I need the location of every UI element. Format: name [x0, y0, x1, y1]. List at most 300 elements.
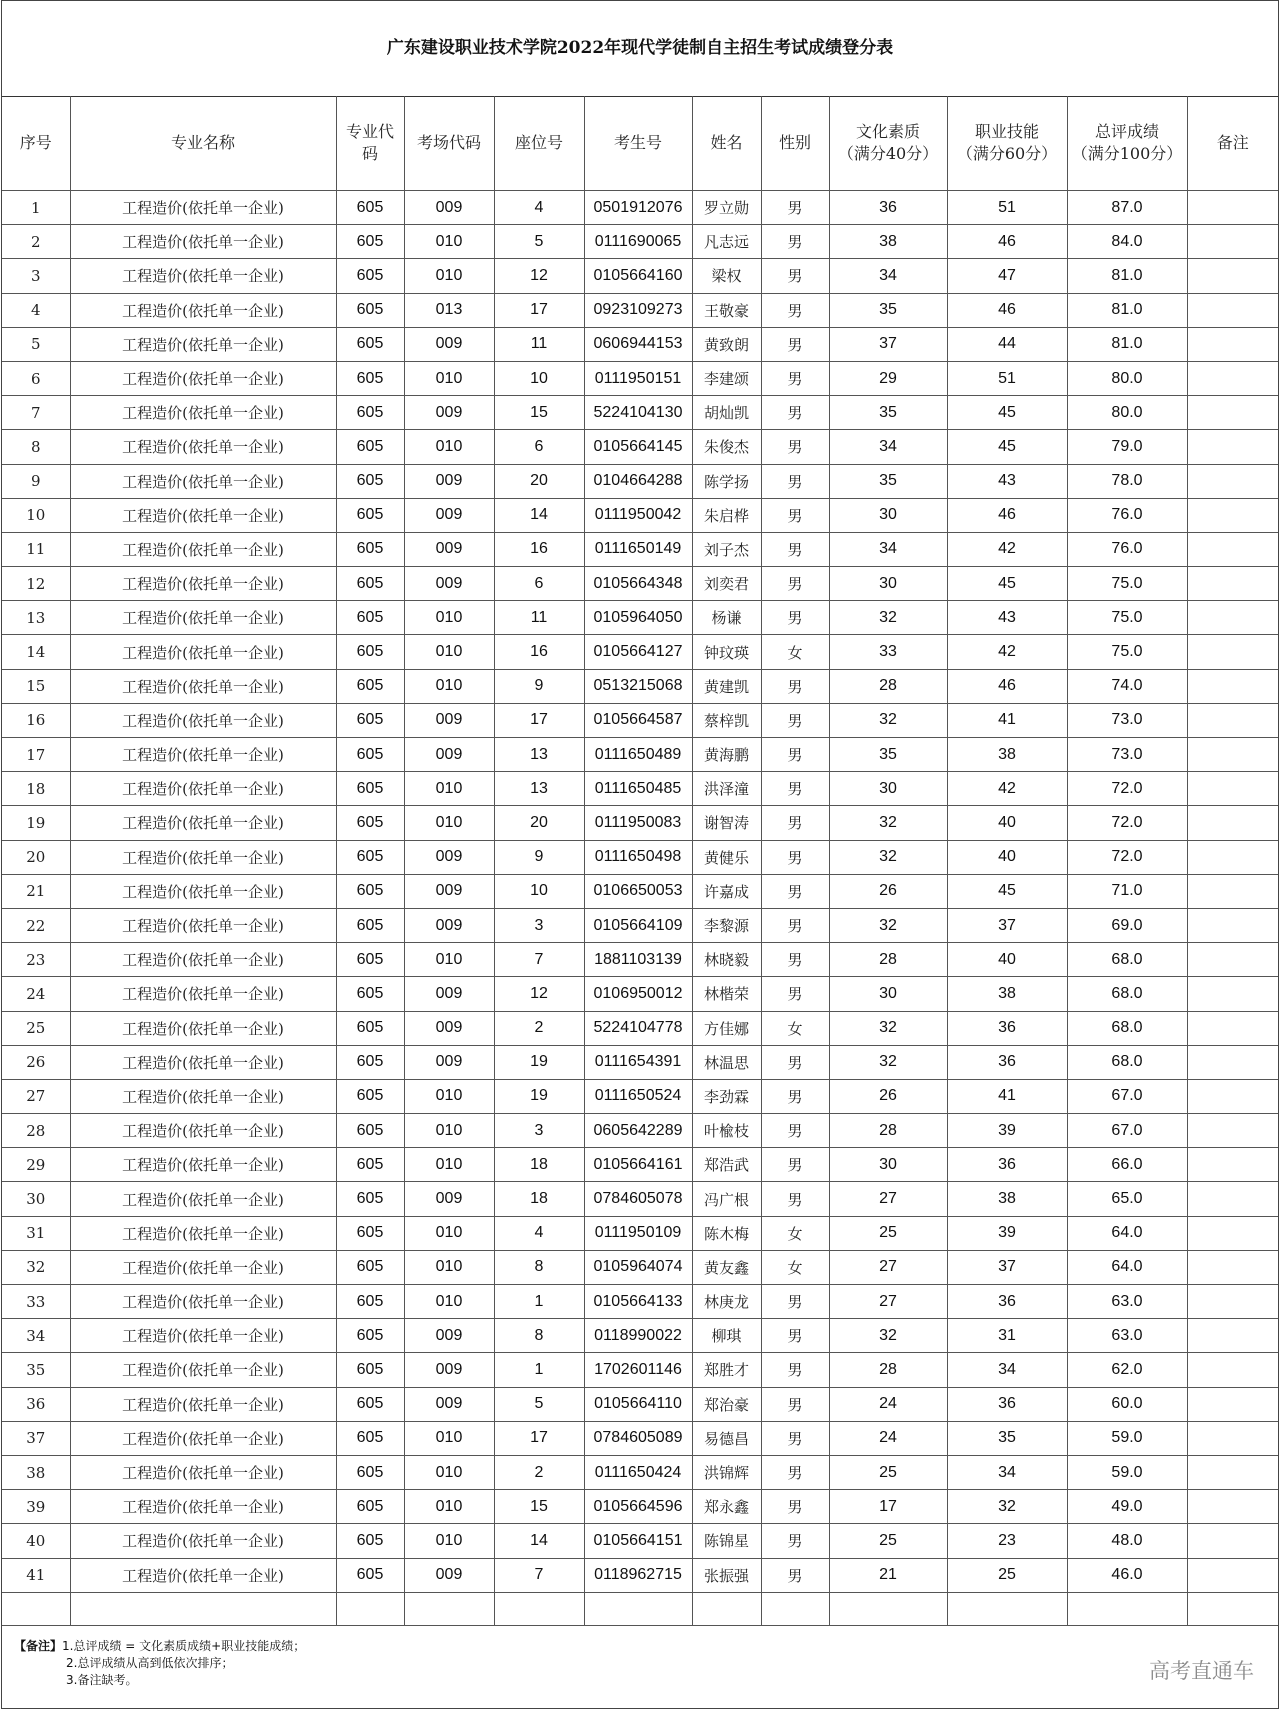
cell-seat: 1: [494, 1353, 584, 1387]
cell-gender: 男: [761, 1490, 829, 1524]
cell-name: 张振强: [692, 1558, 761, 1592]
cell-culture-score: 25: [829, 1216, 947, 1250]
cell-total-score: 65.0: [1067, 1182, 1187, 1216]
cell-gender: 男: [761, 1455, 829, 1489]
cell-culture-score: 32: [829, 601, 947, 635]
cell-total-score: 62.0: [1067, 1353, 1187, 1387]
cell-total-score: 78.0: [1067, 464, 1187, 498]
cell-culture-score: 21: [829, 1558, 947, 1592]
cell-room-code: 009: [404, 532, 494, 566]
table-row: [2, 498, 1278, 532]
empty-cell: [829, 1592, 947, 1625]
header-total: 总评成绩 （满分100分）: [1067, 96, 1187, 191]
cell-major-code: 605: [336, 772, 404, 806]
cell-name: 谢智涛: [692, 806, 761, 840]
cell-remark: [1187, 1558, 1278, 1592]
cell-major: 工程造价(依托单一企业): [70, 259, 336, 293]
table-row: [2, 1045, 1278, 1079]
table-row: [2, 1148, 1278, 1182]
cell-seq: 17: [2, 738, 70, 772]
cell-major-code: 605: [336, 1558, 404, 1592]
cell-major: 工程造价(依托单一企业): [70, 1558, 336, 1592]
cell-major-code: 605: [336, 532, 404, 566]
cell-major: 工程造价(依托单一企业): [70, 532, 336, 566]
cell-gender: 男: [761, 293, 829, 327]
note-line-2: 2.总评成绩从高到低依次排序；: [66, 1656, 234, 1670]
cell-seat: 10: [494, 361, 584, 395]
cell-culture-score: 35: [829, 464, 947, 498]
cell-culture-score: 24: [829, 1387, 947, 1421]
table-row: [2, 908, 1278, 942]
cell-total-score: 68.0: [1067, 1045, 1187, 1079]
table-row: [2, 635, 1278, 669]
cell-culture-score: 28: [829, 943, 947, 977]
cell-skill-score: 46: [947, 225, 1067, 259]
cell-name: 黄建凯: [692, 669, 761, 703]
cell-major: 工程造价(依托单一企业): [70, 293, 336, 327]
cell-remark: [1187, 1216, 1278, 1250]
cell-remark: [1187, 293, 1278, 327]
header-major: 专业名称: [70, 96, 336, 191]
cell-seat: 6: [494, 567, 584, 601]
cell-skill-score: 46: [947, 498, 1067, 532]
cell-remark: [1187, 1387, 1278, 1421]
cell-exam-no: 0104664288: [584, 464, 692, 498]
cell-major: 工程造价(依托单一企业): [70, 1045, 336, 1079]
cell-seq: 37: [2, 1421, 70, 1455]
cell-gender: 女: [761, 1250, 829, 1284]
cell-major-code: 605: [336, 293, 404, 327]
cell-name: 刘子杰: [692, 532, 761, 566]
cell-seq: 18: [2, 772, 70, 806]
cell-seq: 15: [2, 669, 70, 703]
cell-gender: 男: [761, 1558, 829, 1592]
cell-total-score: 69.0: [1067, 908, 1187, 942]
cell-remark: [1187, 259, 1278, 293]
cell-gender: 男: [761, 327, 829, 361]
cell-name: 陈锦星: [692, 1524, 761, 1558]
cell-remark: [1187, 943, 1278, 977]
cell-seat: 11: [494, 601, 584, 635]
cell-seat: 18: [494, 1182, 584, 1216]
cell-name: 刘奕君: [692, 567, 761, 601]
cell-skill-score: 34: [947, 1353, 1067, 1387]
cell-culture-score: 27: [829, 1285, 947, 1319]
cell-skill-score: 36: [947, 1285, 1067, 1319]
cell-seat: 14: [494, 1524, 584, 1558]
cell-gender: 男: [761, 738, 829, 772]
cell-major: 工程造价(依托单一企业): [70, 1490, 336, 1524]
cell-remark: [1187, 191, 1278, 225]
cell-room-code: 010: [404, 1285, 494, 1319]
cell-room-code: 010: [404, 361, 494, 395]
cell-seq: 28: [2, 1114, 70, 1148]
cell-room-code: 010: [404, 601, 494, 635]
cell-name: 林楷荣: [692, 977, 761, 1011]
cell-room-code: 009: [404, 840, 494, 874]
cell-room-code: 009: [404, 1011, 494, 1045]
cell-major: 工程造价(依托单一企业): [70, 1114, 336, 1148]
cell-seat: 20: [494, 464, 584, 498]
cell-skill-score: 41: [947, 703, 1067, 737]
cell-exam-no: 0105664109: [584, 908, 692, 942]
cell-seat: 8: [494, 1319, 584, 1353]
cell-major: 工程造价(依托单一企业): [70, 1455, 336, 1489]
cell-seq: 30: [2, 1182, 70, 1216]
cell-remark: [1187, 1524, 1278, 1558]
cell-skill-score: 41: [947, 1079, 1067, 1113]
cell-name: 叶楡枝: [692, 1114, 761, 1148]
header-culture: 文化素质 （满分40分）: [829, 96, 947, 191]
cell-exam-no: 5224104130: [584, 396, 692, 430]
cell-remark: [1187, 772, 1278, 806]
cell-major-code: 605: [336, 840, 404, 874]
cell-skill-score: 40: [947, 943, 1067, 977]
table-row: [2, 1490, 1278, 1524]
cell-seq: 35: [2, 1353, 70, 1387]
cell-culture-score: 30: [829, 498, 947, 532]
cell-exam-no: 0111650485: [584, 772, 692, 806]
empty-cell: [70, 1592, 336, 1625]
cell-major: 工程造价(依托单一企业): [70, 498, 336, 532]
cell-skill-score: 37: [947, 908, 1067, 942]
cell-seq: 14: [2, 635, 70, 669]
cell-room-code: 010: [404, 1490, 494, 1524]
cell-room-code: 009: [404, 1353, 494, 1387]
cell-total-score: 68.0: [1067, 943, 1187, 977]
cell-culture-score: 28: [829, 669, 947, 703]
cell-culture-score: 32: [829, 1319, 947, 1353]
watermark: 高考直通车: [1149, 1659, 1254, 1683]
cell-seat: 6: [494, 430, 584, 464]
table-row: [2, 601, 1278, 635]
cell-seq: 32: [2, 1250, 70, 1284]
cell-skill-score: 39: [947, 1114, 1067, 1148]
cell-skill-score: 44: [947, 327, 1067, 361]
note-line-1: 1.总评成绩 = 文化素质成绩+职业技能成绩；: [62, 1639, 306, 1653]
cell-major-code: 605: [336, 943, 404, 977]
cell-seat: 20: [494, 806, 584, 840]
cell-gender: 男: [761, 464, 829, 498]
cell-room-code: 009: [404, 977, 494, 1011]
empty-cell: [692, 1592, 761, 1625]
cell-seat: 12: [494, 977, 584, 1011]
cell-seq: 16: [2, 703, 70, 737]
cell-remark: [1187, 669, 1278, 703]
cell-seq: 12: [2, 567, 70, 601]
cell-exam-no: 0111950083: [584, 806, 692, 840]
cell-room-code: 010: [404, 225, 494, 259]
cell-major-code: 605: [336, 1182, 404, 1216]
header-seat: 座位号: [494, 96, 584, 191]
cell-major: 工程造价(依托单一企业): [70, 772, 336, 806]
cell-seat: 7: [494, 943, 584, 977]
cell-exam-no: 0784605089: [584, 1421, 692, 1455]
cell-seat: 14: [494, 498, 584, 532]
cell-remark: [1187, 1353, 1278, 1387]
cell-gender: 男: [761, 567, 829, 601]
cell-room-code: 009: [404, 738, 494, 772]
cell-name: 洪泽潼: [692, 772, 761, 806]
cell-name: 林温思: [692, 1045, 761, 1079]
cell-gender: 男: [761, 396, 829, 430]
cell-name: 冯广根: [692, 1182, 761, 1216]
table-row: [2, 464, 1278, 498]
cell-major: 工程造价(依托单一企业): [70, 635, 336, 669]
cell-room-code: 010: [404, 806, 494, 840]
cell-culture-score: 28: [829, 1353, 947, 1387]
cell-room-code: 009: [404, 908, 494, 942]
cell-gender: 男: [761, 908, 829, 942]
cell-exam-no: 0105664110: [584, 1387, 692, 1421]
cell-seat: 5: [494, 225, 584, 259]
cell-remark: [1187, 532, 1278, 566]
cell-culture-score: 32: [829, 908, 947, 942]
cell-major: 工程造价(依托单一企业): [70, 806, 336, 840]
empty-cell: [947, 1592, 1067, 1625]
cell-major-code: 605: [336, 1250, 404, 1284]
table-row: [2, 669, 1278, 703]
cell-exam-no: 0111950151: [584, 361, 692, 395]
cell-skill-score: 37: [947, 1250, 1067, 1284]
cell-name: 郑治豪: [692, 1387, 761, 1421]
cell-room-code: 010: [404, 430, 494, 464]
table-row: [2, 703, 1278, 737]
cell-skill-score: 36: [947, 1011, 1067, 1045]
cell-exam-no: 0111690065: [584, 225, 692, 259]
cell-name: 梁权: [692, 259, 761, 293]
cell-seq: 24: [2, 977, 70, 1011]
cell-exam-no: 0105664596: [584, 1490, 692, 1524]
cell-total-score: 73.0: [1067, 738, 1187, 772]
cell-skill-score: 36: [947, 1148, 1067, 1182]
cell-room-code: 010: [404, 669, 494, 703]
cell-total-score: 75.0: [1067, 601, 1187, 635]
cell-name: 黄友鑫: [692, 1250, 761, 1284]
table-row: [2, 361, 1278, 395]
table-row: [2, 840, 1278, 874]
cell-name: 陈学扬: [692, 464, 761, 498]
cell-major: 工程造价(依托单一企业): [70, 703, 336, 737]
cell-name: 胡灿凯: [692, 396, 761, 430]
table-row: [2, 532, 1278, 566]
table-row: [2, 259, 1278, 293]
cell-room-code: 009: [404, 1387, 494, 1421]
cell-major: 工程造价(依托单一企业): [70, 874, 336, 908]
cell-skill-score: 42: [947, 532, 1067, 566]
cell-remark: [1187, 1079, 1278, 1113]
cell-room-code: 010: [404, 772, 494, 806]
score-sheet: [1, 0, 1279, 1709]
cell-culture-score: 26: [829, 1079, 947, 1113]
cell-name: 郑浩武: [692, 1148, 761, 1182]
cell-remark: [1187, 908, 1278, 942]
cell-seq: 27: [2, 1079, 70, 1113]
cell-major: 工程造价(依托单一企业): [70, 943, 336, 977]
cell-exam-no: 0605642289: [584, 1114, 692, 1148]
cell-name: 许嘉成: [692, 874, 761, 908]
cell-skill-score: 40: [947, 840, 1067, 874]
cell-exam-no: 0105664151: [584, 1524, 692, 1558]
cell-major-code: 605: [336, 1285, 404, 1319]
table-row: [2, 327, 1278, 361]
cell-remark: [1187, 396, 1278, 430]
cell-name: 李黎源: [692, 908, 761, 942]
cell-seq: 33: [2, 1285, 70, 1319]
cell-major: 工程造价(依托单一企业): [70, 327, 336, 361]
cell-gender: 男: [761, 669, 829, 703]
cell-skill-score: 38: [947, 738, 1067, 772]
table-row: [2, 806, 1278, 840]
cell-major-code: 605: [336, 1216, 404, 1250]
cell-total-score: 63.0: [1067, 1285, 1187, 1319]
empty-cell: [2, 1592, 70, 1625]
cell-major-code: 605: [336, 1353, 404, 1387]
cell-seq: 25: [2, 1011, 70, 1045]
cell-culture-score: 38: [829, 225, 947, 259]
cell-culture-score: 37: [829, 327, 947, 361]
cell-seq: 38: [2, 1455, 70, 1489]
cell-seq: 8: [2, 430, 70, 464]
cell-exam-no: 0105664161: [584, 1148, 692, 1182]
cell-major: 工程造价(依托单一企业): [70, 567, 336, 601]
cell-culture-score: 33: [829, 635, 947, 669]
cell-seat: 17: [494, 293, 584, 327]
cell-culture-score: 30: [829, 977, 947, 1011]
cell-total-score: 87.0: [1067, 191, 1187, 225]
table-row: [2, 1455, 1278, 1489]
cell-remark: [1187, 1319, 1278, 1353]
cell-culture-score: 32: [829, 1045, 947, 1079]
cell-seq: 13: [2, 601, 70, 635]
header-major-code: 专业代 码: [336, 96, 404, 191]
cell-room-code: 009: [404, 191, 494, 225]
cell-room-code: 010: [404, 259, 494, 293]
cell-major-code: 605: [336, 738, 404, 772]
cell-skill-score: 45: [947, 430, 1067, 464]
cell-room-code: 009: [404, 1045, 494, 1079]
header-exam-no: 考生号: [584, 96, 692, 191]
cell-total-score: 80.0: [1067, 361, 1187, 395]
table-row: [2, 977, 1278, 1011]
cell-total-score: 84.0: [1067, 225, 1187, 259]
cell-seat: 3: [494, 1114, 584, 1148]
cell-major: 工程造价(依托单一企业): [70, 1011, 336, 1045]
cell-major: 工程造价(依托单一企业): [70, 601, 336, 635]
cell-total-score: 72.0: [1067, 840, 1187, 874]
header-skill: 职业技能 （满分60分）: [947, 96, 1067, 191]
cell-culture-score: 32: [829, 1011, 947, 1045]
cell-major-code: 605: [336, 1455, 404, 1489]
cell-remark: [1187, 464, 1278, 498]
table-row: [2, 1353, 1278, 1387]
cell-gender: 男: [761, 1421, 829, 1455]
cell-skill-score: 38: [947, 1182, 1067, 1216]
cell-seat: 9: [494, 840, 584, 874]
cell-skill-score: 32: [947, 1490, 1067, 1524]
table-row: [2, 225, 1278, 259]
cell-major-code: 605: [336, 1114, 404, 1148]
cell-culture-score: 30: [829, 1148, 947, 1182]
cell-room-code: 010: [404, 1148, 494, 1182]
table-row: [2, 1319, 1278, 1353]
cell-remark: [1187, 738, 1278, 772]
table-row: [2, 191, 1278, 225]
cell-culture-score: 36: [829, 191, 947, 225]
cell-gender: 男: [761, 191, 829, 225]
cell-seq: 11: [2, 532, 70, 566]
cell-seat: 18: [494, 1148, 584, 1182]
table-row: [2, 772, 1278, 806]
cell-total-score: 72.0: [1067, 772, 1187, 806]
cell-major: 工程造价(依托单一企业): [70, 396, 336, 430]
cell-gender: 男: [761, 1148, 829, 1182]
cell-seat: 9: [494, 669, 584, 703]
empty-cell: [761, 1592, 829, 1625]
cell-total-score: 74.0: [1067, 669, 1187, 703]
table-row: [2, 293, 1278, 327]
cell-culture-score: 27: [829, 1250, 947, 1284]
cell-total-score: 67.0: [1067, 1114, 1187, 1148]
cell-seq: 3: [2, 259, 70, 293]
cell-skill-score: 35: [947, 1421, 1067, 1455]
cell-gender: 男: [761, 703, 829, 737]
header-name: 姓名: [692, 96, 761, 191]
empty-cell: [336, 1592, 404, 1625]
cell-exam-no: 0105664587: [584, 703, 692, 737]
cell-total-score: 81.0: [1067, 327, 1187, 361]
cell-exam-no: 0105664160: [584, 259, 692, 293]
cell-culture-score: 25: [829, 1455, 947, 1489]
cell-major: 工程造价(依托单一企业): [70, 1285, 336, 1319]
cell-name: 黄海鹏: [692, 738, 761, 772]
cell-skill-score: 40: [947, 806, 1067, 840]
cell-skill-score: 36: [947, 1045, 1067, 1079]
cell-room-code: 010: [404, 1114, 494, 1148]
cell-seq: 41: [2, 1558, 70, 1592]
cell-exam-no: 0106950012: [584, 977, 692, 1011]
cell-major: 工程造价(依托单一企业): [70, 1148, 336, 1182]
cell-room-code: 013: [404, 293, 494, 327]
cell-seat: 16: [494, 635, 584, 669]
cell-total-score: 76.0: [1067, 532, 1187, 566]
cell-major-code: 605: [336, 1079, 404, 1113]
cell-major-code: 605: [336, 601, 404, 635]
cell-name: 钟玟瑛: [692, 635, 761, 669]
cell-exam-no: 0105664348: [584, 567, 692, 601]
cell-seq: 9: [2, 464, 70, 498]
cell-room-code: 010: [404, 1524, 494, 1558]
cell-skill-score: 45: [947, 874, 1067, 908]
cell-skill-score: 38: [947, 977, 1067, 1011]
cell-total-score: 67.0: [1067, 1079, 1187, 1113]
cell-skill-score: 34: [947, 1455, 1067, 1489]
cell-seq: 40: [2, 1524, 70, 1558]
cell-major: 工程造价(依托单一企业): [70, 1353, 336, 1387]
cell-room-code: 010: [404, 1421, 494, 1455]
cell-remark: [1187, 977, 1278, 1011]
cell-major-code: 605: [336, 567, 404, 601]
cell-remark: [1187, 840, 1278, 874]
cell-gender: 女: [761, 635, 829, 669]
cell-skill-score: 39: [947, 1216, 1067, 1250]
cell-exam-no: 0118990022: [584, 1319, 692, 1353]
cell-name: 陈木梅: [692, 1216, 761, 1250]
cell-gender: 男: [761, 1387, 829, 1421]
cell-exam-no: 0111650498: [584, 840, 692, 874]
cell-major-code: 605: [336, 908, 404, 942]
cell-gender: 男: [761, 806, 829, 840]
